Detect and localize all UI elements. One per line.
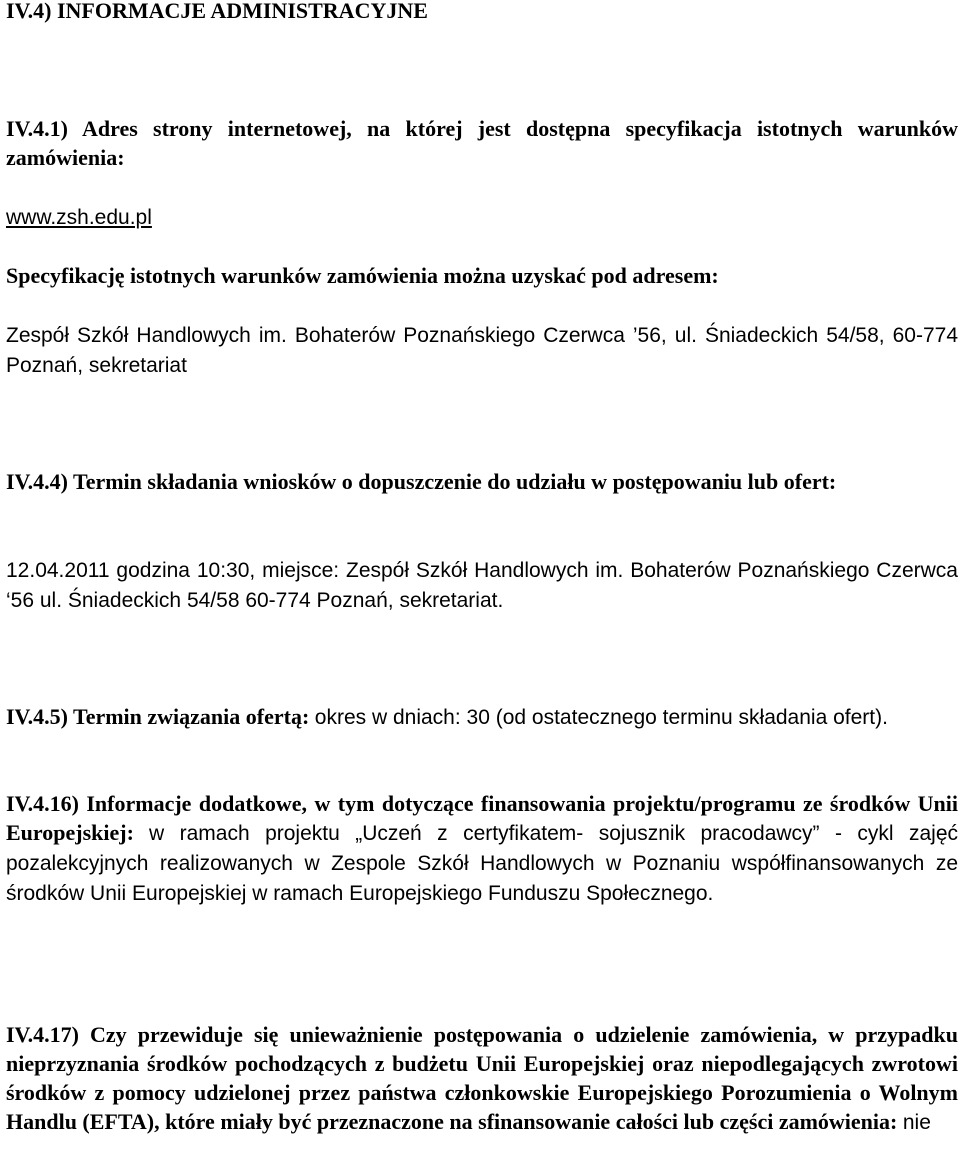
s45-heading: IV.4.5) Termin związania ofertą: [6, 704, 310, 729]
s417-value: nie [902, 1111, 931, 1134]
s45-block [6, 702, 958, 732]
s416-value: w ramach projektu „Uczeń z certyfikatem- sojusznik pracodawcy” - cykl zajęć pozalekcyjnych realizowanych w Zespole Szkół Handlowych w Poznaniu współfinansowanych ze środków Unii Europejskiej w ramach Europejskiego Funduszu Społecznego. [6, 822, 959, 905]
spec-obtain-label: Specyfikację istotnych warunków zamówienia można uzyskać pod adresem: [6, 263, 719, 288]
s44-heading: IV.4.4) Termin składania wniosków o dopuszczenie do udziału w postępowaniu lub ofert: [6, 469, 837, 494]
s417-heading: IV.4.17) Czy przewiduje się unieważnienie postępowania o udzielenie zamówienia, w przypadku nieprzyznania środków pochodzących z budżetu Unii Europejskiej oraz niepodlegających zwrotowi środków z pomocy udzielonej przez państwa członkowskie Europejskiego Porozumienia o Wolnym Handlu (EFTA), które miały być przeznaczone na sfinansowanie całości lub części zamówienia: [6, 1022, 958, 1134]
section-title: IV.4) INFORMACJE ADMINISTRACYJNE [6, 0, 428, 23]
s44-value: 12.04.2011 godzina 10:30, miejsce: Zespół Szkół Handlowych im. Bohaterów Poznańskiego Czerwca ‘56 ul. Śniadeckich 54/58 60-774 Poznań, sekretariat. [6, 559, 958, 612]
s417-block [6, 1020, 958, 1137]
s41-heading: IV.4.1) Adres strony internetowej, na której jest dostępna specyfikacja istotnych warunków zamówienia: [6, 116, 958, 170]
s416-block [6, 789, 958, 908]
spec-address: Zespół Szkół Handlowych im. Bohaterów Poznańskiego Czerwca ’56, ul. Śniadeckich 54/58, 60-774 Poznań, sekretariat [6, 324, 958, 377]
s416-heading: IV.4.16) Informacje dodatkowe, w tym dotyczące finansowania projektu/programu ze środków Unii Europejskiej: [6, 791, 958, 845]
spec-url-link[interactable]: www.zsh.edu.pl [6, 206, 152, 229]
s45-value: okres w dniach: 30 (od ostatecznego terminu składania ofert). [314, 706, 888, 729]
